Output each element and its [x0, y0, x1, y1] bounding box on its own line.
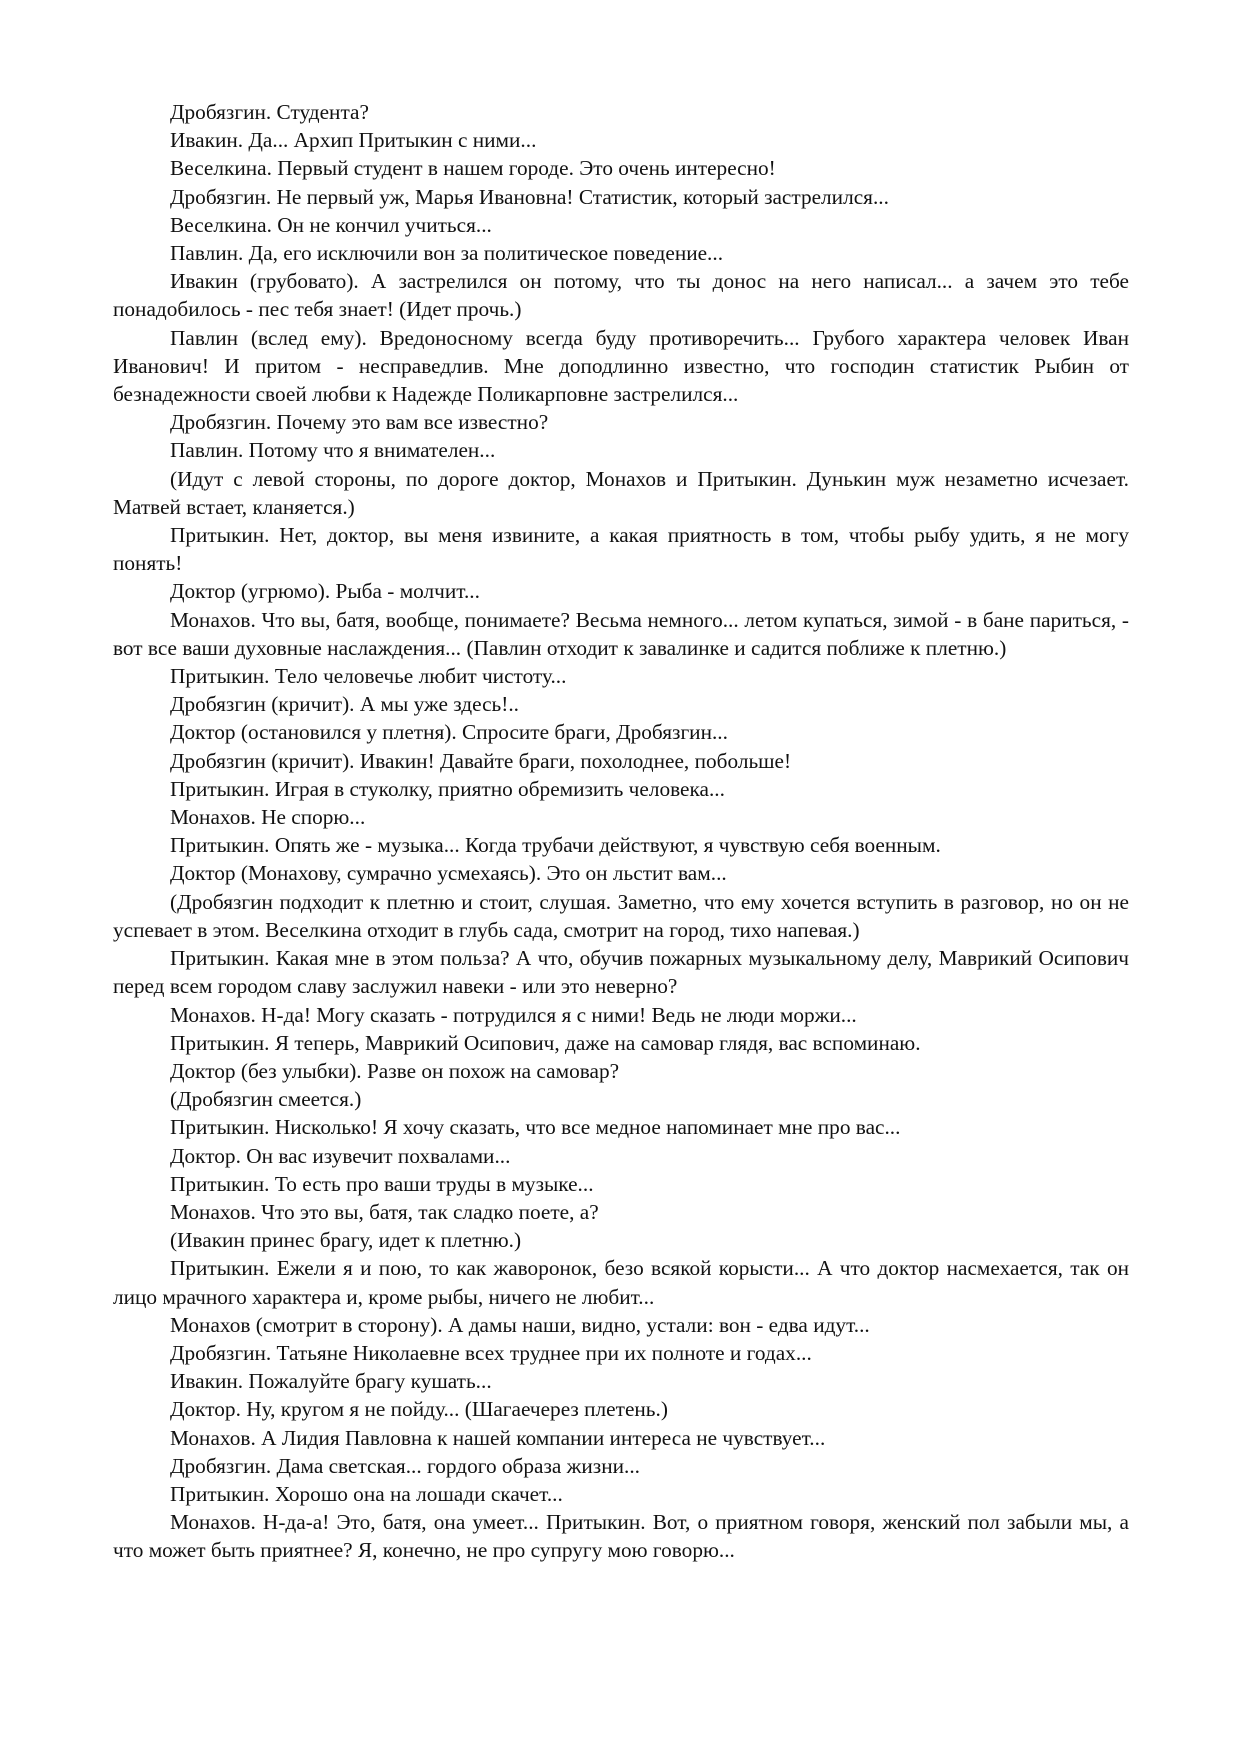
paragraph: Монахов. А Лидия Павловна к нашей компании интереса не чувствует...: [170, 1425, 826, 1450]
paragraph: Притыкин. Опять же - музыка... Когда трубачи действуют, я чувствую себя военным.: [170, 833, 941, 858]
paragraph: Ивакин (грубовато). А застрелился он потому, что ты донос на него написал... а зачем это тебе понадобилось - пес тебя знает! (Идет прочь.): [113, 269, 1129, 322]
paragraph: Доктор. Он вас изувечит похвалами...: [170, 1143, 511, 1168]
document-page: [113, 98, 1129, 1565]
paragraph: Дробязгин. Дама светская... гордого образа жизни...: [170, 1453, 640, 1478]
paragraph: Доктор (Монахову, сумрачно усмехаясь). Это он льстит вам...: [170, 861, 727, 886]
paragraph: Дробязгин (кричит). А мы уже здесь!..: [170, 692, 519, 717]
paragraph: Павлин (вслед ему). Вредоносному всегда буду противоречить... Грубого характера человек Иван Иванович! И притом - несправедлив. Мне доподлинно известно, что господин статистик Рыбин от безнадежности своей любви к Надежде Поликарповне застрелился...: [113, 325, 1129, 407]
paragraph: Павлин. Да, его исключили вон за политическое поведение...: [170, 241, 724, 266]
paragraph: Монахов. Не спорю...: [170, 805, 366, 830]
paragraph: Дробязгин. Не первый уж, Марья Ивановна! Статистик, который застрелился...: [170, 184, 889, 209]
paragraph: Притыкин. Тело человечье любит чистоту...: [170, 664, 567, 689]
paragraph: Доктор (без улыбки). Разве он похож на самовар?: [170, 1058, 620, 1083]
paragraph: Притыкин. Играя в стуколку, приятно обремизить человека...: [170, 776, 725, 801]
paragraph: Притыкин. Какая мне в этом польза? А что, обучив пожарных музыкальному делу, Маврикий Осипович перед всем городом славу заслужил навеки - или это неверно?: [113, 946, 1129, 999]
paragraph: Притыкин. Нисколько! Я хочу сказать, что все медное напоминает мне про вас...: [170, 1115, 901, 1140]
paragraph: Монахов (смотрит в сторону). А дамы наши, видно, устали: вон - едва идут...: [170, 1312, 870, 1337]
paragraph: (Идут с левой стороны, по дороге доктор, Монахов и Притыкин. Дунькин муж незаметно исчезает. Матвей встает, кланяется.): [113, 466, 1129, 519]
paragraph: Монахов. Н-да! Могу сказать - потрудился я с ними! Ведь не люди моржи...: [170, 1002, 857, 1027]
paragraph: Ивакин. Да... Архип Притыкин с ними...: [170, 128, 537, 153]
paragraph: Доктор (остановился у плетня). Спросите браги, Дробязгин...: [170, 720, 728, 745]
paragraph: Веселкина. Он не кончил учиться...: [170, 212, 492, 237]
paragraph: Притыкин. Ежели я и пою, то как жаворонок, безо всякой корысти... А что доктор насмехается, так он лицо мрачного характера и, кроме рыбы, ничего не любит...: [113, 1256, 1129, 1309]
paragraph: Веселкина. Первый студент в нашем городе. Это очень интересно!: [170, 156, 776, 181]
paragraph: Ивакин. Пожалуйте брагу кушать...: [170, 1369, 492, 1394]
paragraph: (Дробязгин смеется.): [170, 1087, 362, 1112]
paragraph: (Дробязгин подходит к плетню и стоит, слушая. Заметно, что ему хочется вступить в разговор, но он не успевает в этом. Веселкина отходит в глубь сада, смотрит на город, тихо напевая.): [113, 889, 1129, 942]
paragraph: Доктор. Ну, кругом я не пойду... (Шагаечерез плетень.): [170, 1397, 668, 1422]
paragraph: Дробязгин. Студента?: [170, 100, 369, 124]
paragraph: Монахов. Что вы, батя, вообще, понимаете? Весьма немного... летом купаться, зимой - в бане париться, - вот все ваши духовные наслаждения... (Павлин отходит к завалинке и садится поближе к плетню.): [113, 607, 1129, 660]
paragraph: Притыкин. Нет, доктор, вы меня извините, а какая приятность в том, чтобы рыбу удить, я не могу понять!: [113, 523, 1129, 576]
paragraph: Дробязгин. Почему это вам все известно?: [170, 410, 549, 435]
paragraph: Монахов. Н-да-а! Это, батя, она умеет... Притыкин. Вот, о приятном говоря, женский пол забыли мы, а что может быть приятнее? Я, конечно, не про супругу мою говорю...: [113, 1510, 1129, 1563]
paragraph: Дробязгин. Татьяне Николаевне всех труднее при их полноте и годах...: [170, 1340, 812, 1365]
paragraph: Притыкин. То есть про ваши труды в музыке...: [170, 1171, 594, 1196]
paragraph: Доктор (угрюмо). Рыба - молчит...: [170, 579, 480, 604]
paragraph: (Ивакин принес брагу, идет к плетню.): [170, 1228, 522, 1253]
paragraph: Притыкин. Я теперь, Маврикий Осипович, даже на самовар глядя, вас вспоминаю.: [170, 1030, 921, 1055]
paragraph: Дробязгин (кричит). Ивакин! Давайте браги, похолоднее, побольше!: [170, 748, 792, 773]
paragraph: Монахов. Что это вы, батя, так сладко поете, а?: [170, 1199, 599, 1224]
paragraph: Павлин. Потому что я внимателен...: [170, 438, 496, 463]
paragraph: Притыкин. Хорошо она на лошади скачет...: [170, 1481, 563, 1506]
